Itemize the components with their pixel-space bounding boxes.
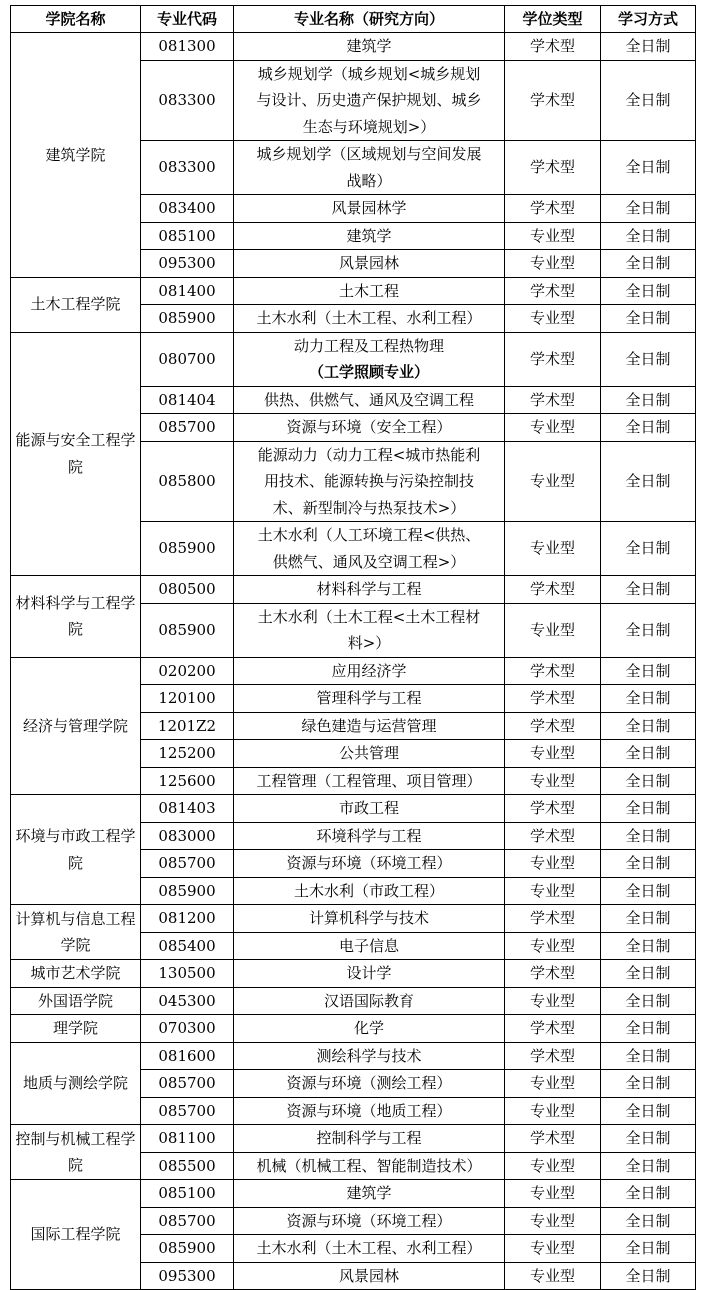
major-name-line: 术、新型制冷与热泵技术>） [272,498,466,517]
degree-type-cell: 学术型 [505,795,601,823]
major-name-line: 环境科学与工程 [316,826,422,845]
header-code: 专业代码 [141,6,234,33]
study-mode-cell: 全日制 [601,33,696,61]
major-code-cell: 095300 [141,250,234,278]
major-name-line: 测绘科学与技术 [316,1046,422,1065]
major-code-cell: 085700 [141,1097,234,1125]
major-name-cell [234,850,505,878]
table-row [11,332,696,386]
degree-type-cell: 专业型 [505,1207,601,1235]
major-name-cell [234,1070,505,1098]
study-mode-cell: 全日制 [601,712,696,740]
degree-type-cell: 专业型 [505,522,601,576]
major-name-line: 城乡规划学（区域规划与空间发展 [256,145,482,163]
study-mode-cell: 全日制 [601,987,696,1015]
major-name-cell [234,1015,505,1043]
major-name-line: 电子信息 [338,936,399,955]
study-mode-cell: 全日制 [601,1070,696,1098]
study-mode-cell: 全日制 [601,250,696,278]
degree-type-cell: 学术型 [505,822,601,850]
major-name-cell [234,987,505,1015]
major-code-cell: 085700 [141,850,234,878]
major-name-line: 土木水利（土木工程、水利工程） [256,1239,482,1257]
major-name-line: 城乡规划学（城乡规划<城乡规划 [257,64,481,83]
major-code-cell: 081404 [141,386,234,414]
degree-type-cell: 专业型 [505,1180,601,1208]
major-code-cell: 085900 [141,603,234,657]
degree-type-cell: 专业型 [505,1070,601,1098]
major-name-note: （工学照顾专业） [308,363,429,381]
degree-type-cell: 学术型 [505,657,601,685]
study-mode-cell: 全日制 [601,905,696,933]
degree-type-cell: 专业型 [505,414,601,442]
study-mode-cell: 全日制 [601,877,696,905]
table-body [11,33,696,1290]
degree-type-cell: 专业型 [505,305,601,333]
majors-table [10,5,696,1290]
major-name-line: 土木工程 [338,281,399,300]
major-code-cell: 125200 [141,740,234,768]
study-mode-cell: 全日制 [601,414,696,442]
major-name-line: 建筑学 [346,226,392,245]
major-code-cell: 085700 [141,1070,234,1098]
table-row [11,905,696,933]
study-mode-cell: 全日制 [601,657,696,685]
major-code-cell: 080500 [141,576,234,604]
study-mode-cell: 全日制 [601,441,696,522]
major-name-cell [234,277,505,305]
college-cell: 材料科学与工程学院 [11,576,141,658]
college-cell: 能源与安全工程学院 [11,332,141,576]
major-name-line: 土木水利（人工环境工程<供热、 [257,526,481,544]
major-name-cell [234,1180,505,1208]
major-name-line: 动力工程及工程热物理 [293,336,444,355]
table-row [11,277,696,305]
major-name-cell [234,222,505,250]
table-row [11,576,696,604]
table-row [11,987,696,1015]
major-name-line: 设计学 [346,964,392,982]
degree-type-cell: 学术型 [505,277,601,305]
major-code-cell: 095300 [141,1262,234,1290]
major-code-cell: 085500 [141,1152,234,1180]
major-code-cell: 081400 [141,277,234,305]
degree-type-cell: 专业型 [505,877,601,905]
degree-type-cell: 专业型 [505,1235,601,1263]
degree-type-cell: 专业型 [505,441,601,522]
study-mode-cell: 全日制 [601,576,696,604]
college-cell: 外国语学院 [11,987,141,1015]
major-name-cell [234,250,505,278]
major-name-line: 与设计、历史遗产保护规划、城乡 [256,91,482,109]
degree-type-cell: 学术型 [505,60,601,141]
table-row [11,1015,696,1043]
study-mode-cell: 全日制 [601,1152,696,1180]
college-cell: 控制与机械工程学院 [11,1125,141,1180]
major-code-cell: 120100 [141,685,234,713]
major-name-line: 能源动力（动力工程<城市热能利 [257,445,481,464]
table-row [11,33,696,61]
degree-type-cell: 学术型 [505,576,601,604]
study-mode-cell: 全日制 [601,1180,696,1208]
major-name-cell [234,932,505,960]
major-name-cell [234,1152,505,1180]
major-name-line: 资源与环境（测绘工程） [286,1074,452,1092]
study-mode-cell: 全日制 [601,1015,696,1043]
major-code-cell: 085700 [141,414,234,442]
degree-type-cell: 学术型 [505,1015,601,1043]
table-row [11,1180,696,1208]
degree-type-cell: 专业型 [505,932,601,960]
major-code-cell: 085700 [141,1207,234,1235]
major-name-line: 用技术、能源转换与污染控制技 [263,472,474,490]
major-code-cell: 085100 [141,222,234,250]
major-code-cell: 130500 [141,960,234,988]
major-code-cell: 081300 [141,33,234,61]
major-name-line: 资源与环境（环境工程） [286,1211,452,1230]
study-mode-cell: 全日制 [601,1097,696,1125]
major-name-line: 汉语国际教育 [323,991,414,1010]
major-code-cell: 020200 [141,657,234,685]
header-degree-type: 学位类型 [505,6,601,33]
major-code-cell: 085800 [141,441,234,522]
major-code-cell: 083300 [141,60,234,141]
major-name-cell [234,576,505,604]
college-cell: 计算机与信息工程学院 [11,905,141,960]
study-mode-cell: 全日制 [601,386,696,414]
degree-type-cell: 专业型 [505,603,601,657]
college-cell: 建筑学院 [11,33,141,278]
study-mode-cell: 全日制 [601,1125,696,1153]
study-mode-cell: 全日制 [601,932,696,960]
college-cell: 国际工程学院 [11,1180,141,1290]
major-name-line: 战略） [346,171,392,190]
major-code-cell: 085900 [141,877,234,905]
major-name-line: 工程管理（工程管理、项目管理） [256,771,482,790]
header-study-mode: 学习方式 [601,6,696,33]
study-mode-cell: 全日制 [601,522,696,576]
major-name-line: 土木水利（土木工程、水利工程） [256,309,482,327]
table-row [11,795,696,823]
study-mode-cell: 全日制 [601,685,696,713]
degree-type-cell: 专业型 [505,1262,601,1290]
major-name-line: 风景园林 [338,254,399,272]
major-name-cell [234,795,505,823]
degree-type-cell: 学术型 [505,1042,601,1070]
major-code-cell: 085100 [141,1180,234,1208]
degree-type-cell: 学术型 [505,386,601,414]
major-name-cell [234,1125,505,1153]
table-row [11,657,696,685]
major-name-line: 资源与环境（安全工程） [286,418,452,436]
major-code-cell: 083400 [141,195,234,223]
major-name-cell [234,1235,505,1263]
study-mode-cell: 全日制 [601,1235,696,1263]
study-mode-cell: 全日制 [601,222,696,250]
degree-type-cell: 专业型 [505,250,601,278]
degree-type-cell: 学术型 [505,195,601,223]
major-name-line: 土木水利（土木工程<土木工程材 [257,607,481,626]
college-cell: 城市艺术学院 [11,960,141,988]
degree-type-cell: 学术型 [505,712,601,740]
major-name-line: 机械（机械工程、智能制造技术） [256,1156,482,1175]
major-name-cell [234,33,505,61]
major-name-line: 管理科学与工程 [316,689,422,707]
major-name-line: 应用经济学 [331,661,407,680]
major-name-cell [234,822,505,850]
major-code-cell: 081600 [141,1042,234,1070]
major-code-cell: 081100 [141,1125,234,1153]
major-name-cell [234,877,505,905]
degree-type-cell: 学术型 [505,33,601,61]
major-name-line: 市政工程 [338,799,399,817]
major-name-line: 料>） [347,634,391,652]
major-name-line: 风景园林 [338,1266,399,1285]
major-code-cell: 085900 [141,305,234,333]
degree-type-cell: 学术型 [505,685,601,713]
major-name-line: 生态与环境规划>） [302,117,436,136]
college-cell: 理学院 [11,1015,141,1043]
degree-type-cell: 专业型 [505,740,601,768]
major-code-cell: 125600 [141,767,234,795]
degree-type-cell: 专业型 [505,1152,601,1180]
major-name-cell [234,386,505,414]
major-name-cell [234,305,505,333]
major-name-cell [234,1207,505,1235]
major-name-cell [234,60,505,141]
major-name-cell [234,685,505,713]
major-code-cell: 1201Z2 [141,712,234,740]
major-name-cell [234,657,505,685]
header-college: 学院名称 [11,6,141,33]
major-name-cell [234,1097,505,1125]
college-cell: 经济与管理学院 [11,657,141,795]
study-mode-cell: 全日制 [601,60,696,141]
major-name-cell [234,141,505,195]
major-name-line: 土木水利（市政工程） [293,881,444,900]
header-major-name: 专业名称（研究方向） [234,6,505,33]
major-name-cell [234,1042,505,1070]
major-name-line: 公共管理 [338,744,399,762]
table-row [11,1042,696,1070]
major-code-cell: 085900 [141,522,234,576]
major-name-cell [234,767,505,795]
major-code-cell: 045300 [141,987,234,1015]
major-code-cell: 083300 [141,141,234,195]
major-name-line: 建筑学 [346,1184,392,1202]
major-name-line: 绿色建造与运营管理 [301,716,437,735]
major-code-cell: 081403 [141,795,234,823]
degree-type-cell: 专业型 [505,987,601,1015]
major-name-cell [234,195,505,223]
major-name-cell [234,712,505,740]
degree-type-cell: 学术型 [505,332,601,386]
study-mode-cell: 全日制 [601,277,696,305]
major-name-line: 控制科学与工程 [316,1129,422,1147]
study-mode-cell: 全日制 [601,141,696,195]
study-mode-cell: 全日制 [601,1207,696,1235]
major-code-cell: 070300 [141,1015,234,1043]
major-code-cell: 080700 [141,332,234,386]
major-code-cell: 085900 [141,1235,234,1263]
major-name-line: 材料科学与工程 [316,580,422,598]
table-row [11,1125,696,1153]
study-mode-cell: 全日制 [601,1042,696,1070]
study-mode-cell: 全日制 [601,305,696,333]
major-name-cell [234,1262,505,1290]
college-cell: 地质与测绘学院 [11,1042,141,1125]
major-name-line: 供热、供燃气、通风及空调工程 [263,390,474,409]
major-name-cell [234,522,505,576]
major-name-cell [234,414,505,442]
study-mode-cell: 全日制 [601,740,696,768]
major-name-line: 供燃气、通风及空调工程>） [272,552,466,571]
degree-type-cell: 学术型 [505,905,601,933]
major-name-line: 资源与环境（地质工程） [286,1101,452,1120]
major-name-cell [234,905,505,933]
major-name-line: 风景园林学 [331,199,407,217]
major-code-cell: 085400 [141,932,234,960]
major-name-cell [234,332,505,386]
degree-type-cell: 学术型 [505,960,601,988]
table-header [11,6,696,33]
degree-type-cell: 学术型 [505,1125,601,1153]
table-row [11,960,696,988]
study-mode-cell: 全日制 [601,332,696,386]
study-mode-cell: 全日制 [601,1262,696,1290]
major-name-line: 资源与环境（环境工程） [286,854,452,872]
degree-type-cell: 专业型 [505,850,601,878]
major-name-line: 化学 [353,1019,384,1037]
major-name-cell [234,960,505,988]
study-mode-cell: 全日制 [601,767,696,795]
study-mode-cell: 全日制 [601,603,696,657]
degree-type-cell: 专业型 [505,767,601,795]
major-name-line: 计算机科学与技术 [308,909,429,927]
degree-type-cell: 学术型 [505,141,601,195]
major-code-cell: 083000 [141,822,234,850]
study-mode-cell: 全日制 [601,960,696,988]
major-name-cell [234,441,505,522]
major-name-cell [234,603,505,657]
study-mode-cell: 全日制 [601,195,696,223]
major-name-line: 建筑学 [346,37,392,55]
study-mode-cell: 全日制 [601,822,696,850]
college-cell: 环境与市政工程学院 [11,795,141,905]
study-mode-cell: 全日制 [601,795,696,823]
major-name-cell [234,740,505,768]
degree-type-cell: 专业型 [505,222,601,250]
major-code-cell: 081200 [141,905,234,933]
college-cell: 土木工程学院 [11,277,141,332]
study-mode-cell: 全日制 [601,850,696,878]
degree-type-cell: 专业型 [505,1097,601,1125]
